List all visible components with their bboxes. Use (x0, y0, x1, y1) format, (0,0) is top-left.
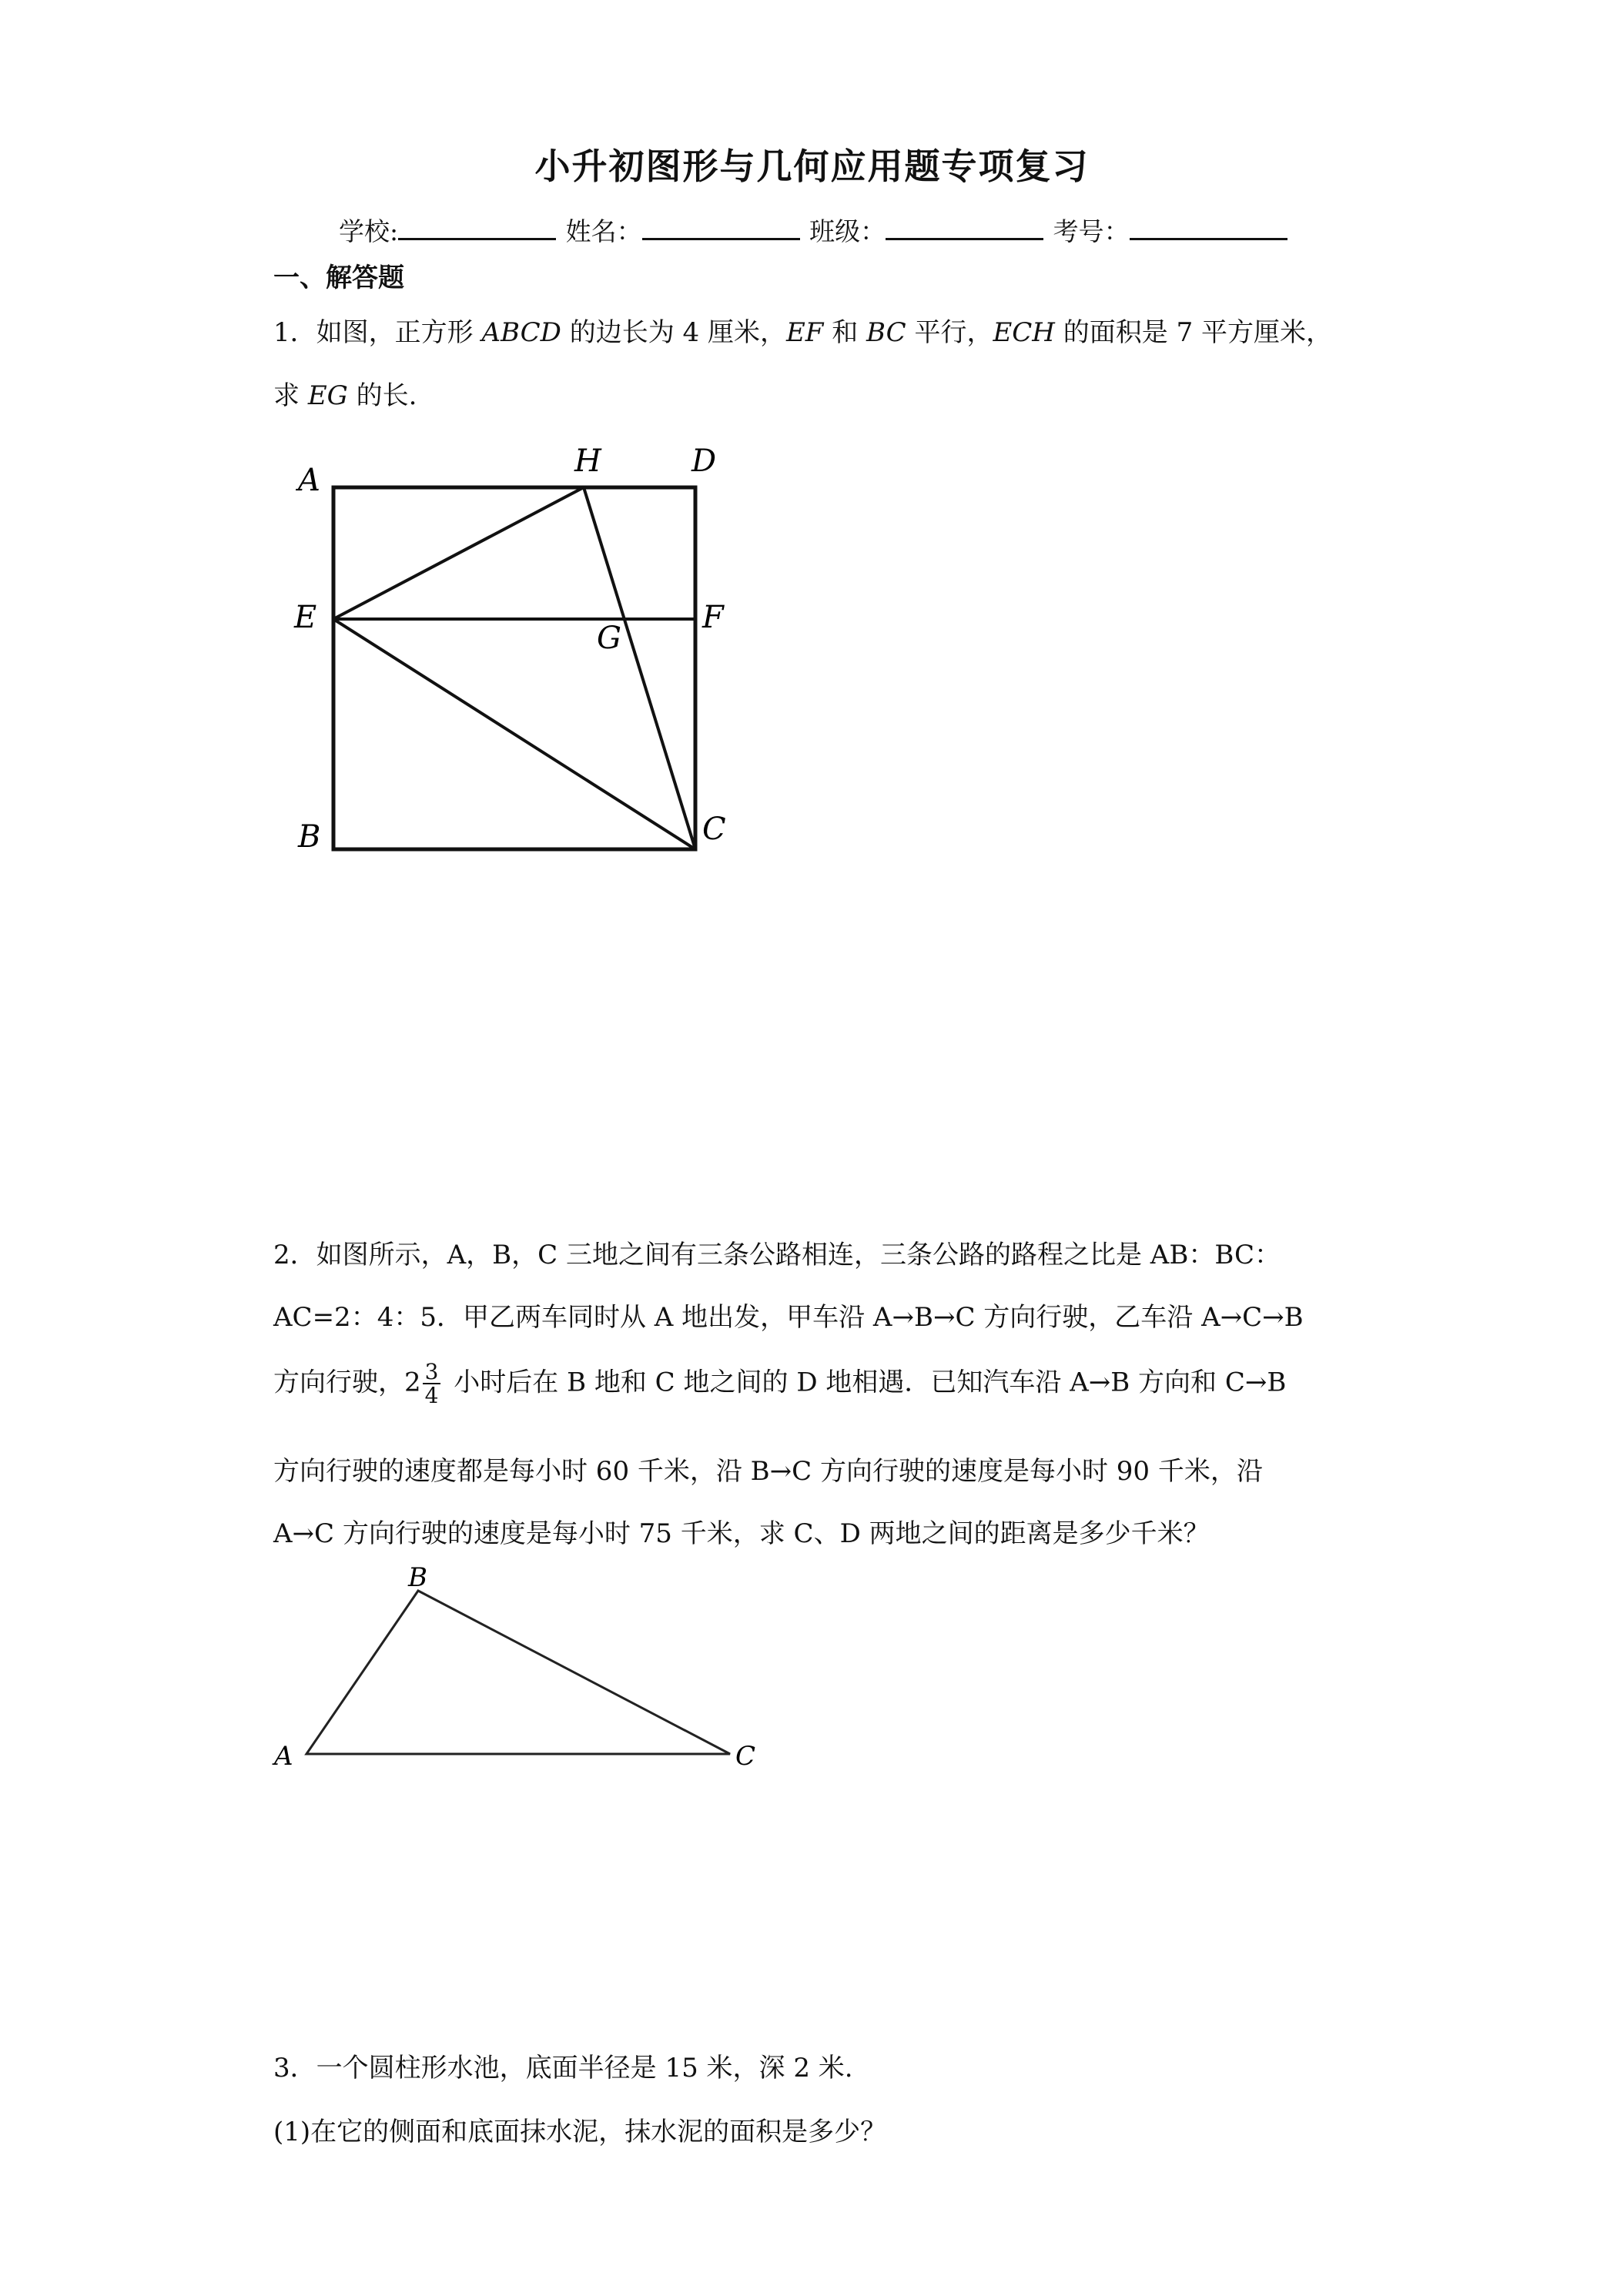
label-e: E (294, 600, 317, 635)
school-label: 学校: (339, 216, 399, 246)
name-label: 姓名： (565, 216, 642, 246)
mixed-number-whole: 2 (404, 1367, 421, 1398)
fraction (423, 1361, 441, 1407)
q1-text: 的边长为 4 厘米， (561, 317, 786, 348)
segment-eh (333, 487, 584, 619)
q2-text: 方向行驶， (273, 1367, 404, 1398)
q1-var-abcd: ABCD (481, 317, 561, 348)
label-c: C (735, 1741, 756, 1772)
fraction-denominator: 4 (424, 1383, 439, 1409)
q1-text: 和 (823, 317, 867, 348)
segment-hc (584, 487, 695, 849)
q1-text: 平行， (906, 317, 993, 348)
page-title: 小升初图形与几何应用题专项复习 (534, 146, 1090, 187)
label-a: A (298, 463, 320, 498)
label-b: B (298, 819, 321, 855)
q1-var-bc: BC (866, 317, 906, 348)
label-a: A (274, 1741, 293, 1772)
q1-var-ech: ECH (993, 317, 1055, 348)
label-c: C (702, 812, 726, 847)
q2-line-4: 方向行驶的速度都是每小时 60 千米，沿 B→C 方向行驶的速度是每小时 90 千米，沿 (273, 1456, 1263, 1487)
q2-triangle-figure (0, 1563, 847, 1794)
label-b: B (408, 1563, 427, 1593)
q2-line-3 (273, 1361, 1286, 1407)
q1-text: 求 (273, 380, 308, 411)
label-g: G (597, 621, 621, 656)
q2-text: 小时后在 B 地和 C 地之间的 D 地相遇．已知汽车沿 A→B 方向和 C→B (445, 1367, 1287, 1398)
q2-line-1: 2．如图所示，A，B，C 三地之间有三条公路相连，三条公路的路程之比是 AB：BC： (273, 1240, 1281, 1270)
fraction-numerator: 3 (423, 1361, 441, 1384)
segment-ec (333, 619, 695, 849)
q2-line-5: A→C 方向行驶的速度是每小时 75 千米，求 C、D 两地之间的距离是多少千米？ (273, 1518, 1210, 1549)
class-label: 班级： (809, 216, 886, 246)
q3-line-1: 3．一个圆柱形水池，底面半径是 15 米，深 2 米. (273, 2053, 853, 2083)
label-h: H (574, 443, 601, 479)
triangle-abc (306, 1591, 730, 1754)
exam-no-label: 考号： (1053, 216, 1130, 246)
q1-text: 的长. (347, 380, 417, 411)
label-f: F (702, 600, 724, 635)
q1-var-ef: EF (785, 317, 824, 348)
q1-text: 1．如图，正方形 (273, 317, 482, 348)
q1-var-eg: EG (307, 380, 348, 411)
section-heading: 一、解答题 (273, 263, 404, 293)
q3-line-2: (1)在它的侧面和底面抹水泥，抹水泥的面积是多少？ (273, 2117, 887, 2147)
q1-text: 的面积是 7 平方厘米， (1054, 317, 1333, 348)
q2-line-2: AC=2：4：5．甲乙两车同时从 A 地出发，甲车沿 A→B→C 方向行驶，乙车沿 A→C→B (273, 1302, 1304, 1333)
label-d: D (691, 443, 717, 479)
q1-square-figure (0, 0, 1624, 885)
